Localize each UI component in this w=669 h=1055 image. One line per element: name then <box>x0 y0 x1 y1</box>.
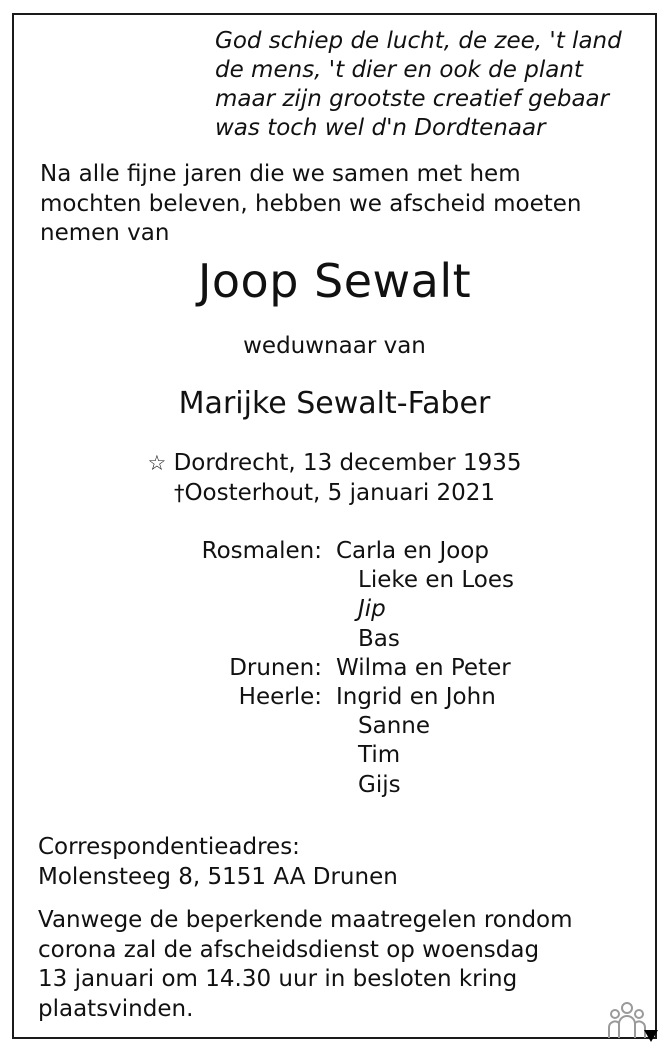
family-members: Sanne <box>358 713 430 740</box>
family-row <box>0 683 669 712</box>
deceased-name: Joop Sewalt <box>197 254 472 308</box>
intro-text <box>40 160 581 249</box>
family-row <box>0 741 669 770</box>
spouse-name: Marijke Sewalt-Faber <box>178 386 491 421</box>
family-members: Gijs <box>358 771 401 798</box>
poem-line: was toch wel d'n Dordtenaar <box>215 115 546 141</box>
intro-line: mochten beleven, hebben we afscheid moeten <box>40 190 582 217</box>
death-line <box>0 478 669 508</box>
triangle-down-icon[interactable] <box>644 1027 658 1046</box>
family-members: Jip <box>358 596 386 623</box>
family-row <box>0 771 669 800</box>
intro-line: Na alle fijne jaren die we samen met hem <box>40 161 521 187</box>
poem-line: God schiep de lucht, de zee, 't land <box>215 28 622 54</box>
poem-line: de mens, 't dier en ook de plant <box>215 57 583 83</box>
family-members: Tim <box>358 742 401 769</box>
dates <box>0 448 669 508</box>
people-group-icon <box>607 1000 647 1044</box>
birth-text: Dordrecht, 13 december 1935 <box>173 450 522 476</box>
cross-icon: † <box>173 481 185 505</box>
family-members: Bas <box>358 625 400 652</box>
family-row <box>0 712 669 741</box>
notice-line: Vanwege de beperkende maatregelen rondom <box>38 907 573 933</box>
intro-line: nemen van <box>40 220 170 246</box>
family-members: Carla en Joop <box>336 538 489 564</box>
notice-line: 13 januari om 14.30 uur in besloten kring <box>38 966 518 992</box>
family-row <box>0 654 669 683</box>
family-place: Drunen: <box>229 654 322 681</box>
notice-line: corona zal de afscheidsdienst op woensdag <box>38 936 540 963</box>
family-list <box>0 537 669 800</box>
address-label: Correspondentieadres: <box>38 834 300 860</box>
service-notice <box>38 906 573 1024</box>
family-row <box>0 595 669 624</box>
family-row <box>0 566 669 595</box>
poem-line: maar zijn grootste creatief gebaar <box>215 86 610 112</box>
correspondence-address <box>38 833 398 892</box>
family-row <box>0 625 669 654</box>
notice-line: plaatsvinden. <box>38 995 194 1022</box>
family-place: Heerle: <box>238 683 322 710</box>
poem <box>215 27 622 143</box>
address-line: Molensteeg 8, 5151 AA Drunen <box>38 863 398 890</box>
birth-line <box>0 448 669 478</box>
star-icon: ☆ <box>147 451 167 475</box>
relation-text: weduwnaar van <box>243 333 426 359</box>
family-place: Rosmalen: <box>201 538 322 564</box>
family-members: Ingrid en John <box>336 683 496 710</box>
family-row <box>0 537 669 566</box>
family-members: Wilma en Peter <box>336 654 511 681</box>
family-members: Lieke en Loes <box>358 567 514 594</box>
death-text: Oosterhout, 5 januari 2021 <box>184 480 496 506</box>
